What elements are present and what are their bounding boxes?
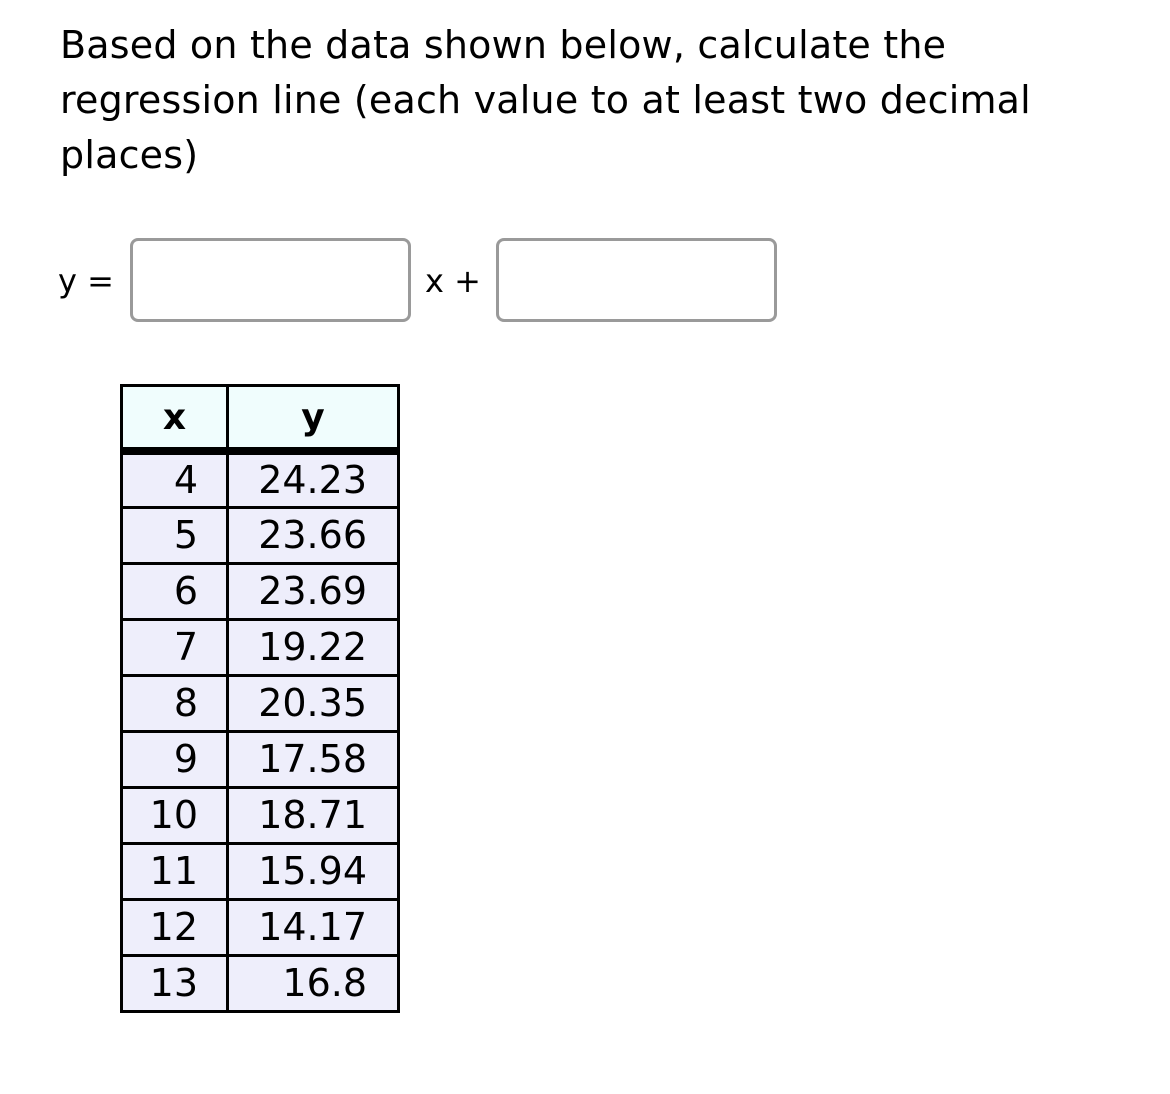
data-table bbox=[120, 384, 400, 1013]
table-row bbox=[122, 675, 399, 731]
x-cell: 10 bbox=[122, 787, 228, 843]
y-cell: 15.94 bbox=[228, 843, 399, 899]
x-cell: 5 bbox=[122, 507, 228, 563]
x-cell: 4 bbox=[122, 451, 228, 507]
x-cell: 12 bbox=[122, 899, 228, 955]
x-cell: 7 bbox=[122, 619, 228, 675]
table-row bbox=[122, 619, 399, 675]
question-text: Based on the data shown below, calculate the regression line (each value to at least two decimal places) bbox=[60, 23, 1031, 177]
table-row bbox=[122, 563, 399, 619]
y-cell: 20.35 bbox=[228, 675, 399, 731]
y-cell: 23.69 bbox=[228, 563, 399, 619]
y-cell: 18.71 bbox=[228, 787, 399, 843]
x-cell: 13 bbox=[122, 955, 228, 1011]
y-cell: 14.17 bbox=[228, 899, 399, 955]
y-cell: 19.22 bbox=[228, 619, 399, 675]
equation-x-plus-label: x + bbox=[425, 262, 481, 300]
x-cell: 6 bbox=[122, 563, 228, 619]
column-header-x: x bbox=[122, 386, 228, 452]
table-row bbox=[122, 787, 399, 843]
x-cell: 8 bbox=[122, 675, 228, 731]
table-row bbox=[122, 843, 399, 899]
y-cell: 24.23 bbox=[228, 451, 399, 507]
equation-lhs-label: y = bbox=[58, 262, 114, 300]
table-row bbox=[122, 899, 399, 955]
table-row bbox=[122, 451, 399, 507]
y-cell: 16.8 bbox=[228, 955, 399, 1011]
slope-input[interactable] bbox=[130, 238, 411, 322]
y-cell: 17.58 bbox=[228, 731, 399, 787]
table-row bbox=[122, 507, 399, 563]
y-cell: 23.66 bbox=[228, 507, 399, 563]
x-cell: 11 bbox=[122, 843, 228, 899]
table-row bbox=[122, 955, 399, 1011]
table-header-row bbox=[122, 386, 399, 452]
regression-equation bbox=[0, 238, 1170, 328]
intercept-input[interactable] bbox=[496, 238, 777, 322]
x-cell: 9 bbox=[122, 731, 228, 787]
column-header-y: y bbox=[228, 386, 399, 452]
table-row bbox=[122, 731, 399, 787]
